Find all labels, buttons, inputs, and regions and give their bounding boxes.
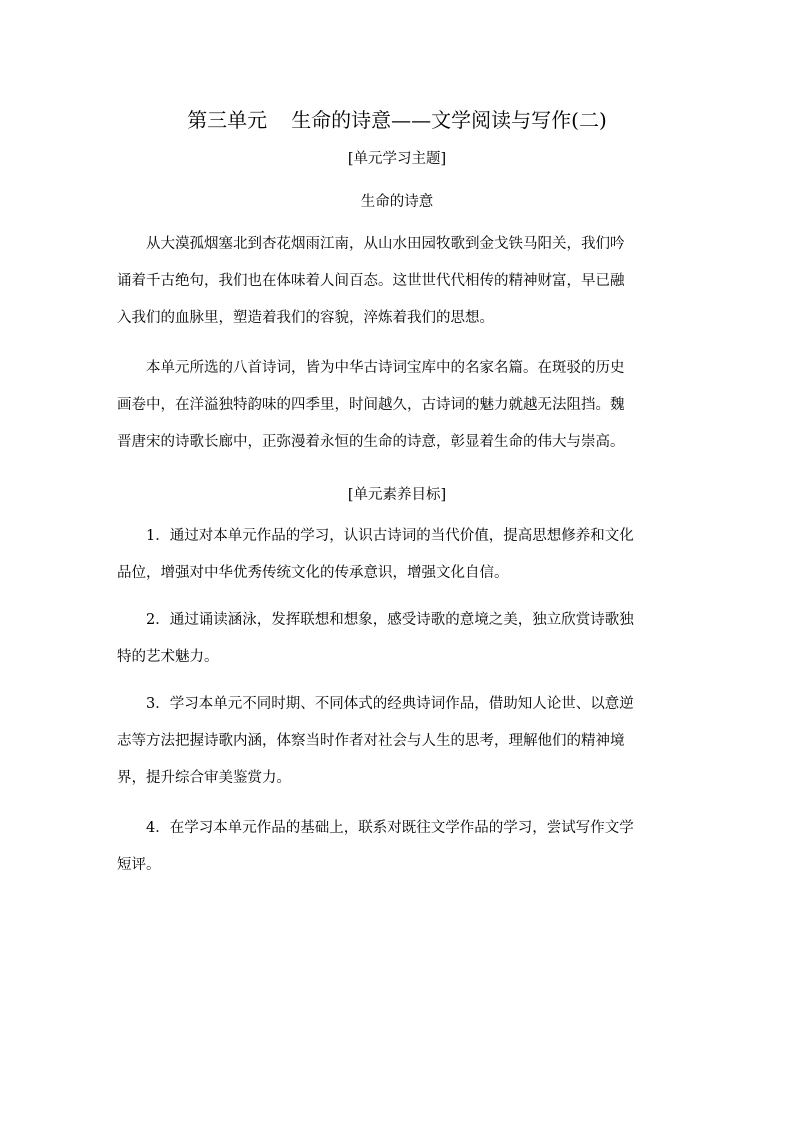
goal-item-2 bbox=[117, 602, 679, 676]
text-line: 品位，增强对中华优秀传统文化的传承意识，增强文化自信。 bbox=[117, 565, 509, 581]
unit-title: 生命的诗意——文学阅读与写作(二) bbox=[291, 108, 607, 132]
text-line: 1．通过对本单元作品的学习，认识古诗词的当代价值，提高思想修养和文化 bbox=[146, 528, 634, 544]
text-line: 画卷中，在洋溢独特韵味的四季里，时间越久，古诗词的魅力就越无法阻挡。魏 bbox=[117, 397, 625, 413]
goal-item-3 bbox=[117, 686, 679, 797]
text-line: 诵着千古绝句，我们也在体味着人间百态。这世世代代相传的精神财富，早已融 bbox=[117, 273, 625, 289]
page-title bbox=[0, 106, 794, 134]
goal-item-1 bbox=[117, 518, 679, 592]
text-line: 4．在学习本单元作品的基础上，联系对既往文学作品的学习，尝试写作文学 bbox=[146, 820, 634, 836]
text-line: 短评。 bbox=[117, 857, 161, 873]
text-line: 界，提升综合审美鉴赏力。 bbox=[117, 770, 291, 786]
text-line: 特的艺术魅力。 bbox=[117, 649, 219, 665]
text-line: 从大漠孤烟塞北到杏花烟雨江南，从山水田园牧歌到金戈铁马阳关，我们吟 bbox=[146, 236, 625, 252]
text-line: 本单元所选的八首诗词，皆为中华古诗词宝库中的名家名篇。在斑驳的历史 bbox=[146, 360, 625, 376]
text-line: 3．学习本单元不同时期、不同体式的经典诗词作品，借助知人论世、以意逆 bbox=[146, 696, 634, 712]
text-line: 晋唐宋的诗歌长廊中，正弥漫着永恒的生命的诗意，彰显着生命的伟大与崇高。 bbox=[117, 434, 625, 450]
text-line: 入我们的血脉里，塑造着我们的容貌，淬炼着我们的思想。 bbox=[117, 310, 494, 326]
section-heading-goals: [单元素养目标] bbox=[347, 487, 447, 503]
section-heading-theme: [单元学习主题] bbox=[347, 151, 447, 167]
theme-title: 生命的诗意 bbox=[360, 194, 434, 210]
intro-paragraph-2 bbox=[117, 350, 679, 461]
unit-label: 第三单元 bbox=[187, 108, 268, 132]
text-line: 2．通过诵读涵泳，发挥联想和想象，感受诗歌的意境之美，独立欣赏诗歌独 bbox=[146, 612, 634, 628]
text-line: 志等方法把握诗歌内涵，体察当时作者对社会与人生的思考，理解他们的精神境 bbox=[117, 733, 625, 749]
goal-item-4 bbox=[117, 810, 679, 884]
intro-paragraph-1 bbox=[117, 226, 679, 337]
